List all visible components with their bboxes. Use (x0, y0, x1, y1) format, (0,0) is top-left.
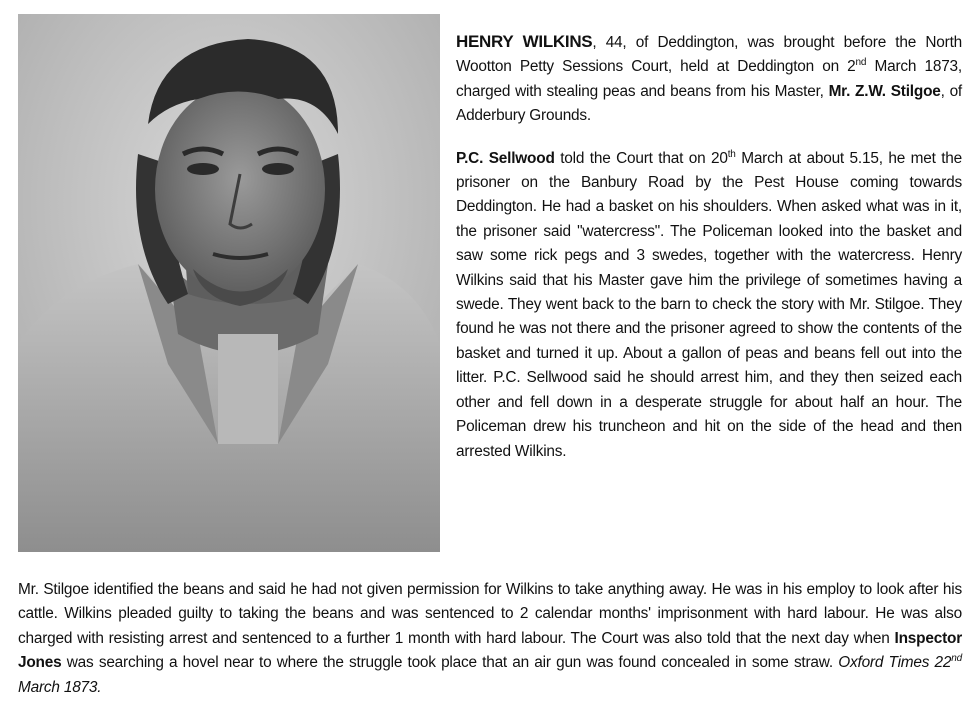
verdict-text-1: Mr. Stilgoe identified the beans and said he had not given permission for Wilkins to take anything away. He was in his employ to look after his cattle. Wilkins pleaded guilty to taking the beans and was sentenced to 2 calendar months' imprisonment with hard labour. He was also charged with resisting arrest and sentenced to a further 1 month with hard labour. The Court was also told that the next day when (18, 581, 962, 647)
paragraph-intro (456, 30, 962, 129)
defendant-name: HENRY WILKINS (456, 32, 593, 51)
paragraph-testimony (456, 147, 962, 464)
citation-part-1: Oxford Times 22 (838, 654, 952, 672)
inspector-name: Inspector Jones (18, 629, 962, 672)
master-name: Mr. Z.W. Stilgoe (828, 82, 941, 100)
portrait-photo (18, 14, 440, 552)
testimony-text-1: told the Court that on 20 (554, 149, 728, 167)
article-right-column (456, 30, 962, 482)
paragraph-verdict (18, 578, 962, 700)
verdict-text-2: was searching a hovel near to where the struggle took place that an air gun was found concealed in some straw. (61, 654, 839, 672)
citation-suffix: nd (951, 653, 963, 665)
officer-name: P.C. Sellwood (456, 149, 555, 167)
date-suffix: nd (855, 57, 867, 69)
intro-text-1: , 44, of Deddington, was brought before the North Wootton Petty Sessions Court, held at Deddington on 2 (456, 34, 963, 76)
testimony-text-2: March at about 5.15, he met the prisoner on the Banbury Road by the Pest House coming towards Deddington. He had a basket on his shoulders. When asked what was in it, the prisoner said "watercress". The Policeman looked into the basket and saw some rick pegs and 3 swedes, together with the watercress. Henry Wilkins said that his Master gave him the privilege of sometimes having a swede. They went back to the barn to check the story with Mr. Stilgoe. They found he was not there and the prisoner agreed to show the contents of the basket and turned it up. About a gallon of peas and beans fell out into the litter. P.C. Sellwood said he should arrest him, and they then seized each other and fell down in a desperate struggle for about half an hour. The Policeman drew his truncheon and hit on the side of the head and then arrested Wilkins. (456, 149, 962, 460)
citation-part-2: March 1873. (18, 678, 102, 696)
date-suffix-2: th (727, 148, 736, 160)
portrait-illustration (18, 14, 440, 552)
intro-text-2: March 1873, charged with stealing peas and beans from his Master, (456, 58, 962, 100)
intro-text-3: , of Adderbury Grounds. (456, 82, 962, 125)
